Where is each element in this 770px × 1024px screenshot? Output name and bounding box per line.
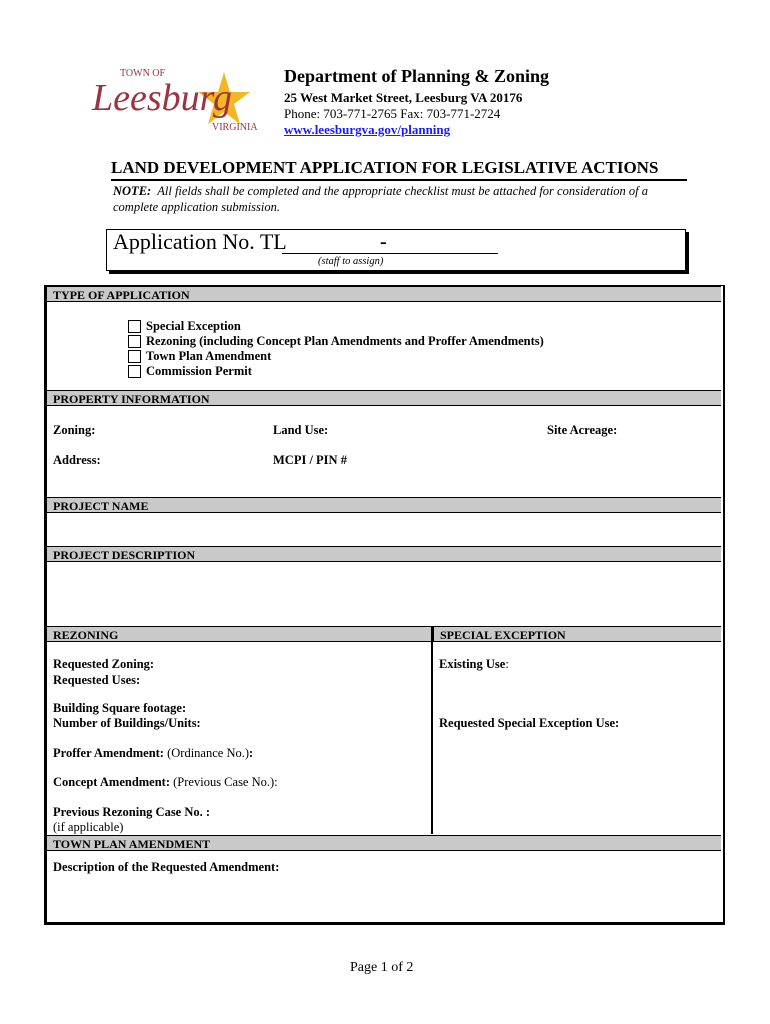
application-number-field[interactable] [282,253,498,254]
logo-state: VIRGINIA [212,122,258,133]
num-buildings-label: Number of Buildings/Units: [53,716,201,730]
checkbox[interactable] [128,320,141,333]
column-divider [431,626,433,834]
address-label: Address: [53,453,101,467]
special-exception-header: SPECIAL EXCEPTION [432,626,721,642]
logo-town-of: TOWN OF [120,68,166,79]
town-plan-amendment-header: TOWN PLAN AMENDMENT [47,835,721,851]
concept-amendment-label: Concept Amendment: (Previous Case No.): [53,775,278,789]
checkbox[interactable] [128,350,141,363]
department-address: 25 West Market Street, Leesburg VA 20176 [284,90,523,105]
project-description-field[interactable] [47,563,721,625]
department-name: Department of Planning & Zoning [284,66,550,86]
staff-assign-hint: (staff to assign) [318,256,384,267]
type-of-application-header: TYPE OF APPLICATION [47,286,721,302]
land-use-label: Land Use: [273,423,329,437]
checkbox[interactable] [128,335,141,348]
application-number-label: Application No. TL [113,229,287,254]
requested-amendment-label: Description of the Requested Amendment: [53,860,280,874]
department-website-link[interactable]: www.leesburgva.gov/planning [284,122,451,137]
requested-zoning-label: Requested Zoning: [53,657,155,671]
requested-uses-label: Requested Uses: [53,673,141,687]
requested-se-use-label: Requested Special Exception Use: [439,716,620,730]
option-rezoning[interactable]: Rezoning (including Concept Plan Amendments and Proffer Amendments) [128,334,544,349]
project-description-header: PROJECT DESCRIPTION [47,546,721,562]
requested-amendment-field[interactable] [47,876,721,916]
page-number: Page 1 of 2 [350,960,414,975]
project-name-field[interactable] [47,514,721,544]
rezoning-header: REZONING [47,626,432,642]
building-sqft-label: Building Square footage: [53,701,187,715]
logo-name: Leesburg [92,77,233,119]
application-number-dash: - [380,231,387,253]
option-special-exception[interactable]: Special Exception [128,319,241,334]
existing-use-label: Existing Use: [439,657,509,671]
note-text: All fields shall be completed and the appropriate checklist must be attached for consideration of a complete application submission. [113,184,649,214]
option-commission-permit[interactable]: Commission Permit [128,364,252,379]
if-applicable-hint: (if applicable) [53,820,124,834]
project-name-header: PROJECT NAME [47,497,721,513]
previous-rezoning-case-label: Previous Rezoning Case No. : [53,805,211,819]
note-label: NOTE: [113,184,152,198]
proffer-amendment-label: Proffer Amendment: (Ordinance No.): [53,746,254,760]
form-title: LAND DEVELOPMENT APPLICATION FOR LEGISLATIVE ACTIONS [111,158,687,181]
note [113,183,653,215]
mcpi-pin-label: MCPI / PIN # [273,453,347,467]
option-town-plan-amendment[interactable]: Town Plan Amendment [128,349,271,364]
property-information-header: PROPERTY INFORMATION [47,390,721,406]
checkbox[interactable] [128,365,141,378]
zoning-label: Zoning: [53,423,96,437]
department-phone: Phone: 703-771-2765 Fax: 703-771-2724 [284,106,501,121]
application-form [44,285,725,925]
town-logo [88,62,268,142]
site-acreage-label: Site Acreage: [547,423,618,437]
